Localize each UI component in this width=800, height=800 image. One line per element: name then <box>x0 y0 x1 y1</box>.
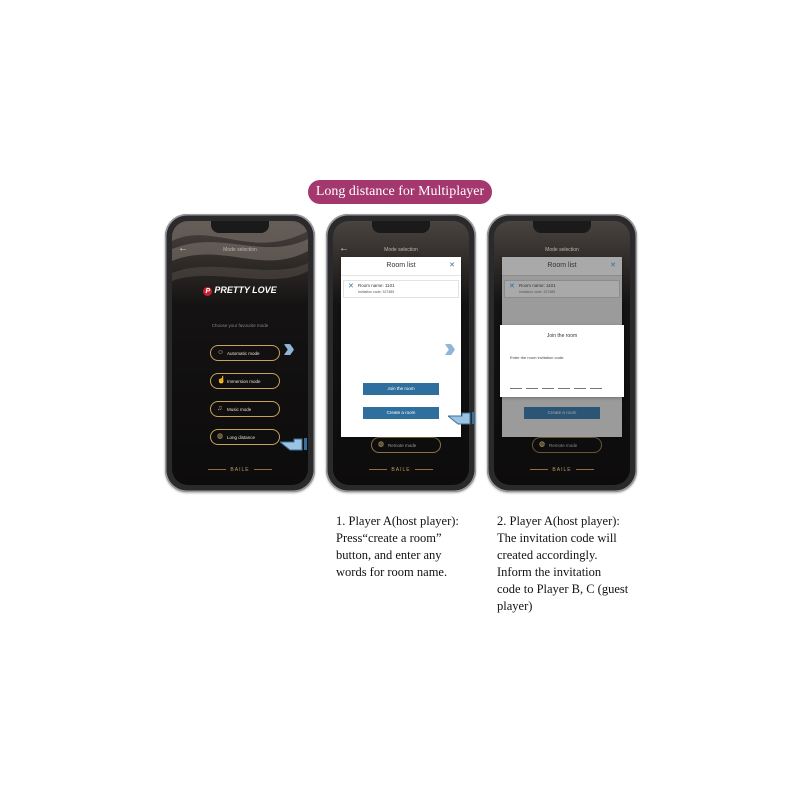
phone-join-room <box>487 214 637 492</box>
delete-icon[interactable]: ✕ <box>348 283 354 290</box>
step1-caption: 1. Player A(host player): Press“create a room” button, and enter any words for room name. <box>336 514 459 579</box>
phone-notch <box>211 221 269 233</box>
screen-title: Mode selection <box>384 247 418 253</box>
brand-footer: BAILE <box>333 467 469 473</box>
automatic-icon: ☺ <box>217 349 225 356</box>
join-dialog-title: Join the room <box>546 333 578 339</box>
phone-notch <box>372 221 430 233</box>
chevron-arrows-icon: ››› <box>444 332 448 363</box>
phone-screen <box>494 221 630 485</box>
code-label: Enter the room invitation code: <box>510 355 565 360</box>
room-list-item[interactable]: ✕ Room name: 1101 Invitation code: 327485 <box>504 280 620 298</box>
subtitle: Choose your favourite mode <box>211 323 269 328</box>
dialog-header <box>341 257 461 276</box>
globe-icon: ◍ <box>539 441 546 448</box>
mode-button-automatic[interactable]: ☺ Automatic mode <box>210 345 280 361</box>
brand-footer: BAILE <box>172 467 308 473</box>
close-icon[interactable]: ✕ <box>610 262 616 269</box>
music-icon: ♫ <box>217 405 223 412</box>
phone-notch <box>533 221 591 233</box>
chevron-arrows-icon: ››› <box>283 332 287 363</box>
globe-icon: ◍ <box>217 433 224 440</box>
create-room-button[interactable]: Create a room <box>363 407 439 419</box>
hand-icon: ☝ <box>217 377 226 384</box>
globe-icon: ◍ <box>378 441 385 448</box>
pretty-love-logo: P PRETTY LOVE <box>172 285 308 296</box>
screen-title: Mode selection <box>223 247 257 253</box>
phone-room-list <box>326 214 476 492</box>
pointing-hand-icon <box>448 410 476 426</box>
create-room-button: Create a room <box>524 407 600 419</box>
back-arrow-icon[interactable]: ← <box>339 243 349 254</box>
pointing-hand-icon <box>280 436 308 452</box>
mode-button-remote: ◍ Remote mode <box>371 437 441 453</box>
room-list-dialog <box>341 257 461 437</box>
dialog-title: Room list <box>386 262 416 269</box>
delete-icon[interactable]: ✕ <box>509 283 515 290</box>
page-banner: Long distance for Multiplayer <box>308 180 492 204</box>
brand-footer: BAILE <box>494 467 630 473</box>
code-input[interactable] <box>508 376 624 394</box>
close-icon[interactable]: ✕ <box>449 262 455 269</box>
mode-button-remote: ◍ Remote mode <box>532 437 602 453</box>
join-room-dialog <box>500 325 624 397</box>
room-list-item[interactable]: ✕ Room name: 1101 Invitation code: 327485 <box>343 280 459 298</box>
back-arrow-icon[interactable]: ← <box>178 243 188 254</box>
mode-button-long-distance[interactable]: ◍ Long distance <box>210 429 280 445</box>
step2-caption: 2. Player A(host player): The invitation code will created accordingly. Inform the invitation code to Player B, C (guest player) <box>497 514 629 613</box>
screen-title: Mode selection <box>545 247 579 253</box>
phone-screen <box>333 221 469 485</box>
dialog-header <box>502 257 622 276</box>
join-room-button[interactable]: Join the room <box>363 383 439 395</box>
mode-button-immersion[interactable]: ☝ Immersion mode <box>210 373 280 389</box>
mode-button-music[interactable]: ♫ Music mode <box>210 401 280 417</box>
dialog-title: Room list <box>547 262 577 269</box>
